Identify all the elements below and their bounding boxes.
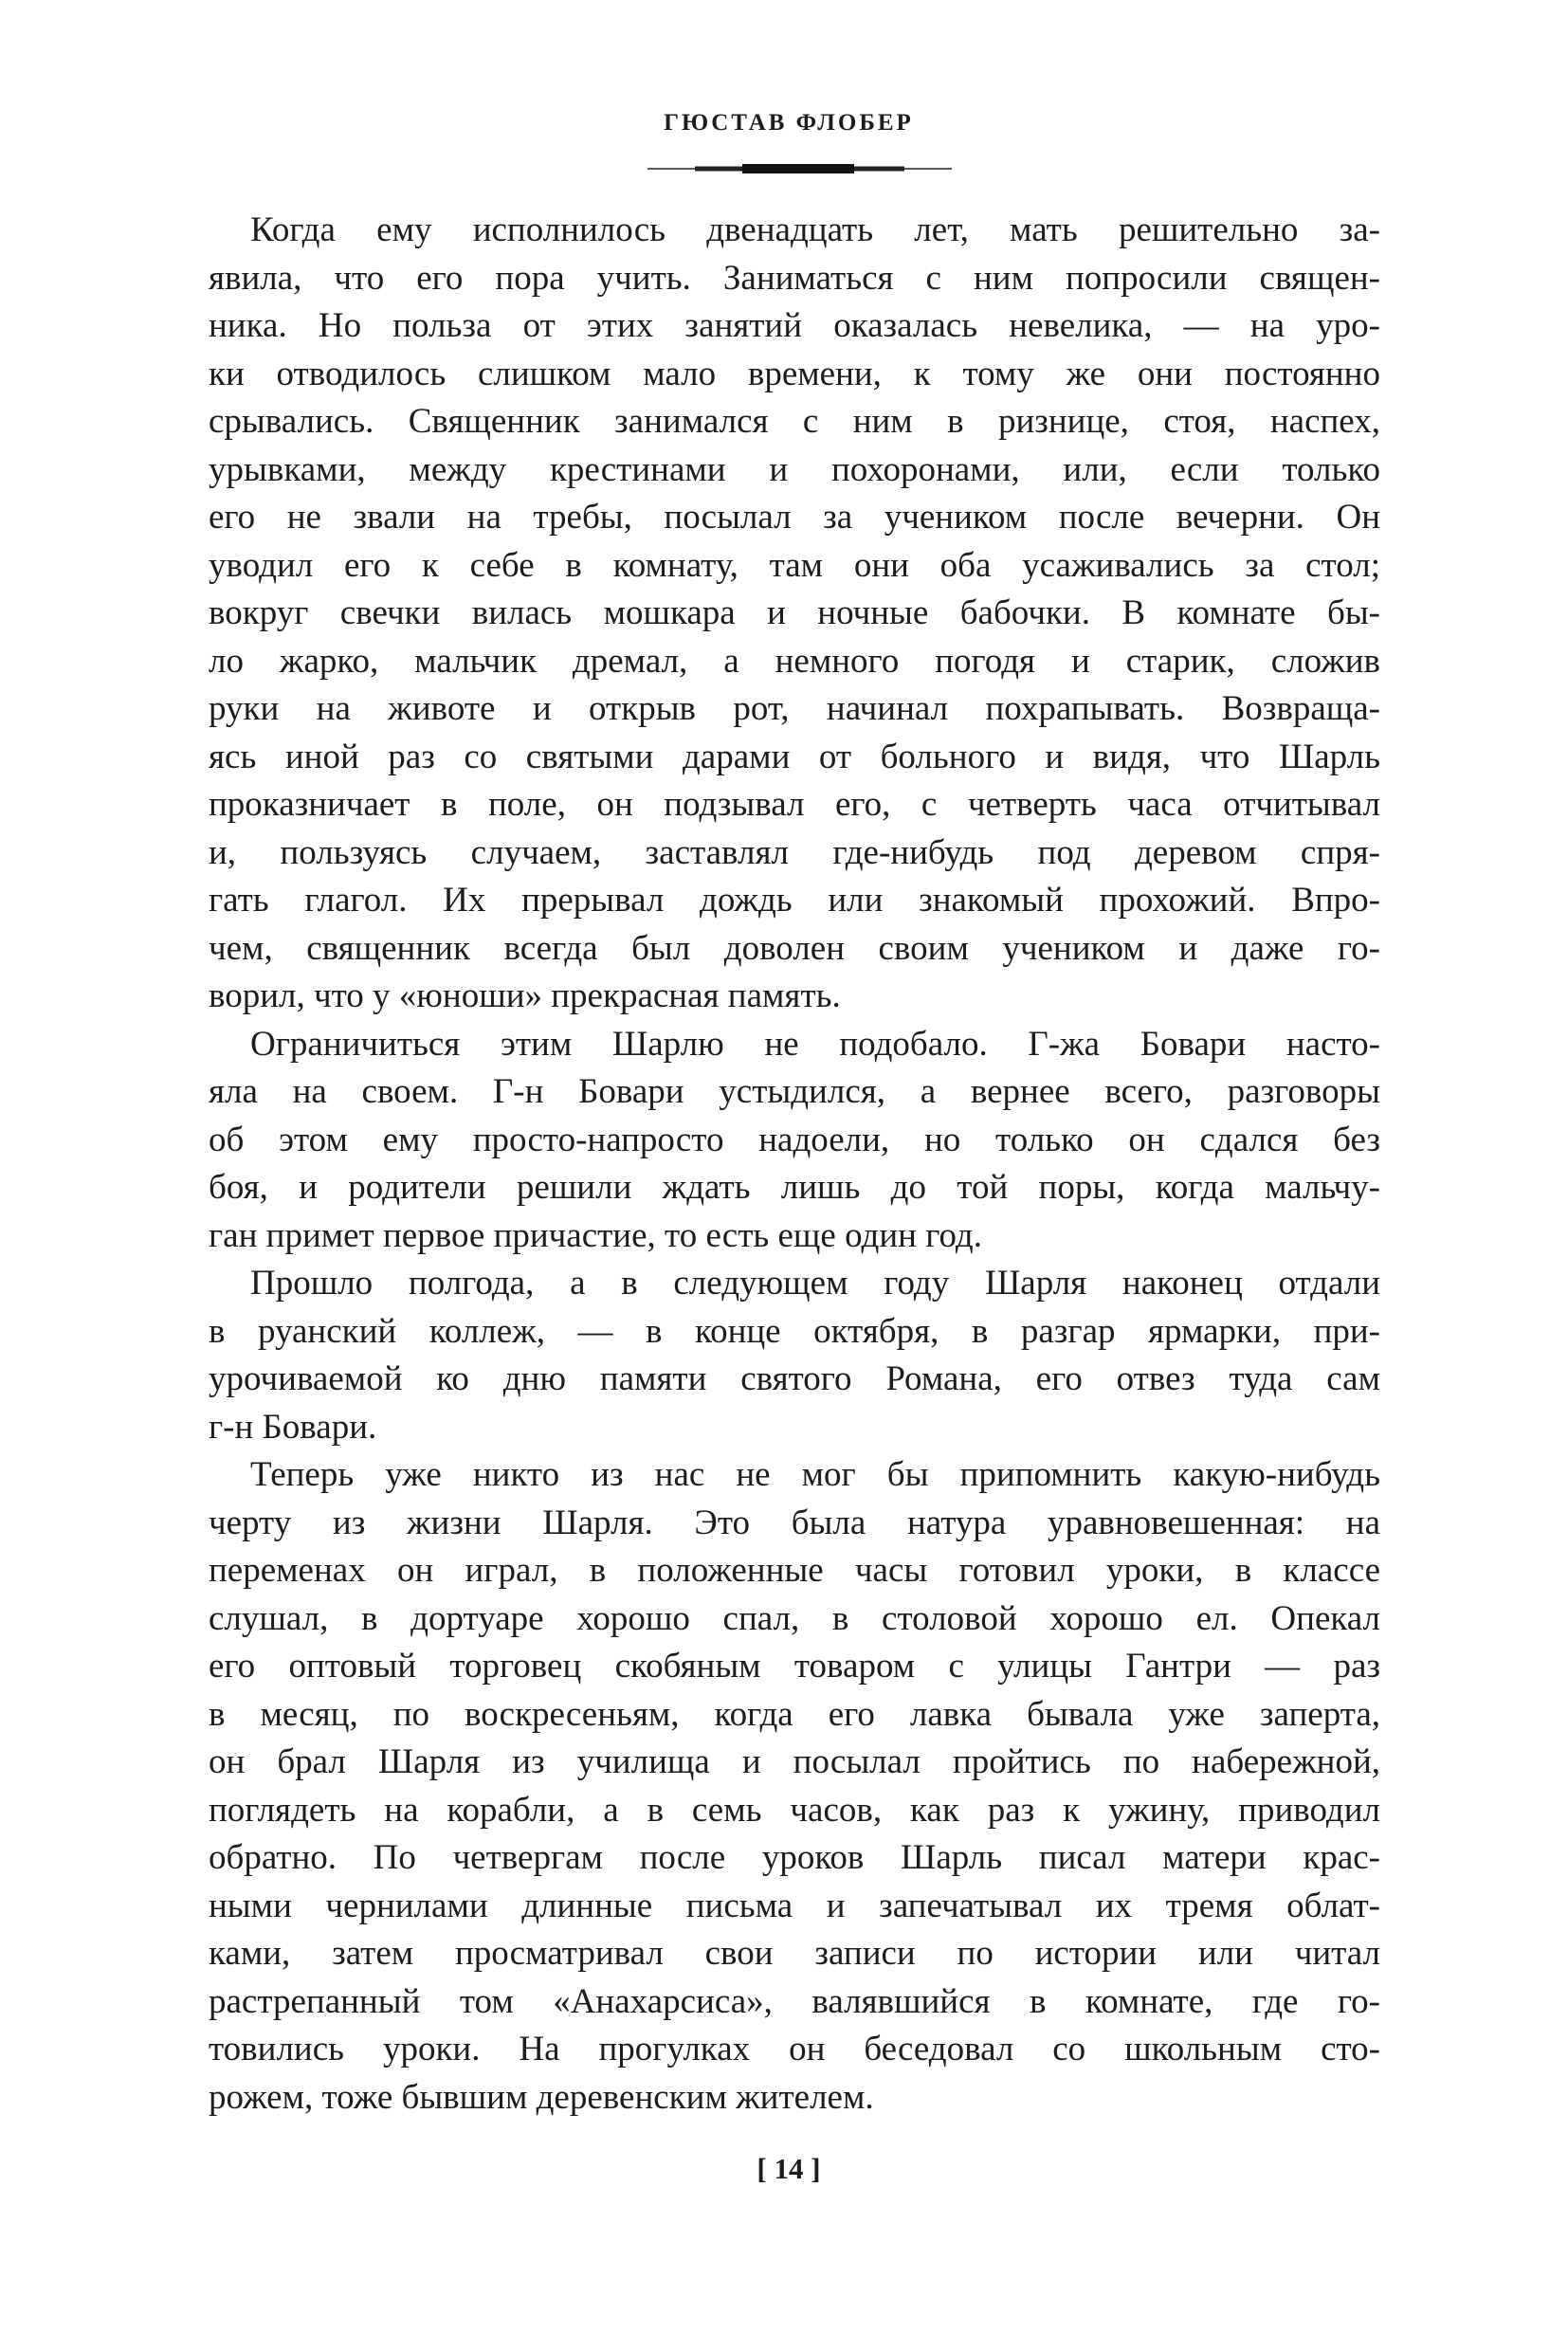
text-line: урочиваемой ко дню памяти святого Романа, его отвез туда сам — [209, 1359, 1380, 1398]
paragraph — [209, 207, 1380, 1021]
text-line: растрепанный том «Анахарсиса», валявшийся в комнате, где го- — [209, 1981, 1380, 2021]
text-line: руки на животе и открыв рот, начинал похрапывать. Возвраща- — [209, 689, 1380, 728]
header-ornament-rule — [647, 163, 952, 174]
text-line: об этом ему просто-напросто надоели, но только он сдался без — [209, 1120, 1380, 1159]
text-line: проказничает в поле, он подзывал его, с четверть часа отчитывал — [209, 785, 1380, 824]
text-line: ясь иной раз со святыми дарами от больного и видя, что Шарль — [209, 737, 1380, 776]
text-line: слушал, в дортуаре хорошо спал, в столовой хорошо ел. Опекал — [209, 1598, 1380, 1638]
paragraph — [209, 1451, 1380, 2122]
text-line: ки отводилось слишком мало времени, к тому же они постоянно — [209, 354, 1380, 393]
text-line: срывались. Священник занимался с ним в ризнице, стоя, наспех, — [209, 402, 1380, 441]
text-line: рожем, тоже бывшим деревенским жителем. — [209, 2077, 874, 2117]
text-line: гать глагол. Их прерывал дождь или знакомый прохожий. Впро- — [209, 881, 1380, 920]
text-line: он брал Шарля из училища и посылал пройтись по набережной, — [209, 1742, 1380, 1781]
text-line: ными чернилами длинные письма и запечатывал их тремя облат- — [209, 1886, 1380, 1925]
paragraph — [209, 1021, 1380, 1261]
text-line: Когда ему исполнилось двенадцать лет, мать решительно за- — [250, 210, 1380, 249]
text-line: в руанский коллеж, — в конце октября, в разгар ярмарки, при- — [209, 1311, 1380, 1351]
body-text — [209, 207, 1380, 2122]
text-line: обратно. По четвергам после уроков Шарль писал матери крас- — [209, 1838, 1380, 1877]
text-line: ган примет первое причастие, то есть еще один год. — [209, 1215, 982, 1255]
text-line: в месяц, по воскресеньям, когда его лавка бывала уже заперта, — [209, 1694, 1380, 1734]
text-line: чем, священник всегда был доволен своим учеником и даже го- — [209, 928, 1380, 968]
text-line: его оптовый торговец скобяным товаром с улицы Гантри — раз — [209, 1647, 1380, 1686]
text-line: ника. Но польза от этих занятий оказалась невелика, — на уро- — [209, 306, 1380, 345]
text-line: г-н Бовари. — [209, 1407, 377, 1447]
text-line: товились уроки. На прогулках он беседовал со школьным сто- — [209, 2030, 1380, 2069]
text-line: Теперь уже никто из нас не мог бы припомнить какую-нибудь — [250, 1455, 1380, 1494]
text-line: ками, затем просматривал свои записи по истории или читал — [209, 1934, 1380, 1973]
text-line: урывками, между крестинами и похоронами, или, если только — [209, 449, 1380, 489]
text-line: ворил, что у «юноши» прекрасная память. — [209, 976, 841, 1015]
text-line: яла на своем. Г-н Бовари устыдился, а вернее всего, разговоры — [209, 1072, 1380, 1111]
text-line: боя, и родители решили ждать лишь до той поры, когда мальчу- — [209, 1168, 1380, 1207]
paragraph — [209, 1260, 1380, 1451]
text-line: переменах он играл, в положенные часы готовил уроки, в классе — [209, 1551, 1380, 1590]
page-number: [ 14 ] — [757, 2152, 821, 2185]
text-line: явила, что его пора учить. Заниматься с ним попросили священ- — [209, 258, 1380, 298]
text-line: его не звали на требы, посылал за учеником после вечерни. Он — [209, 498, 1380, 537]
text-line: Ограничиться этим Шарлю не подобало. Г-жа Бовари насто- — [250, 1024, 1380, 1064]
text-line: вокруг свечки вилась мошкара и ночные бабочки. В комнате бы- — [209, 593, 1380, 632]
text-line: черту из жизни Шарля. Это была натура уравновешенная: на — [209, 1503, 1380, 1542]
text-line: уводил его к себе в комнату, там они оба усаживались за стол; — [209, 545, 1380, 585]
running-head: ГЮСТАВ ФЛОБЕР — [664, 110, 914, 136]
text-line: ло жарко, мальчик дремал, а немного погодя и старик, сложив — [209, 641, 1380, 681]
text-line: поглядеть на корабли, а в семь часов, как раз к ужину, приводил — [209, 1790, 1380, 1830]
text-line: и, пользуясь случаем, заставлял где-нибудь под деревом спря- — [209, 832, 1380, 872]
text-line: Прошло полгода, а в следующем году Шарля наконец отдали — [250, 1264, 1380, 1303]
